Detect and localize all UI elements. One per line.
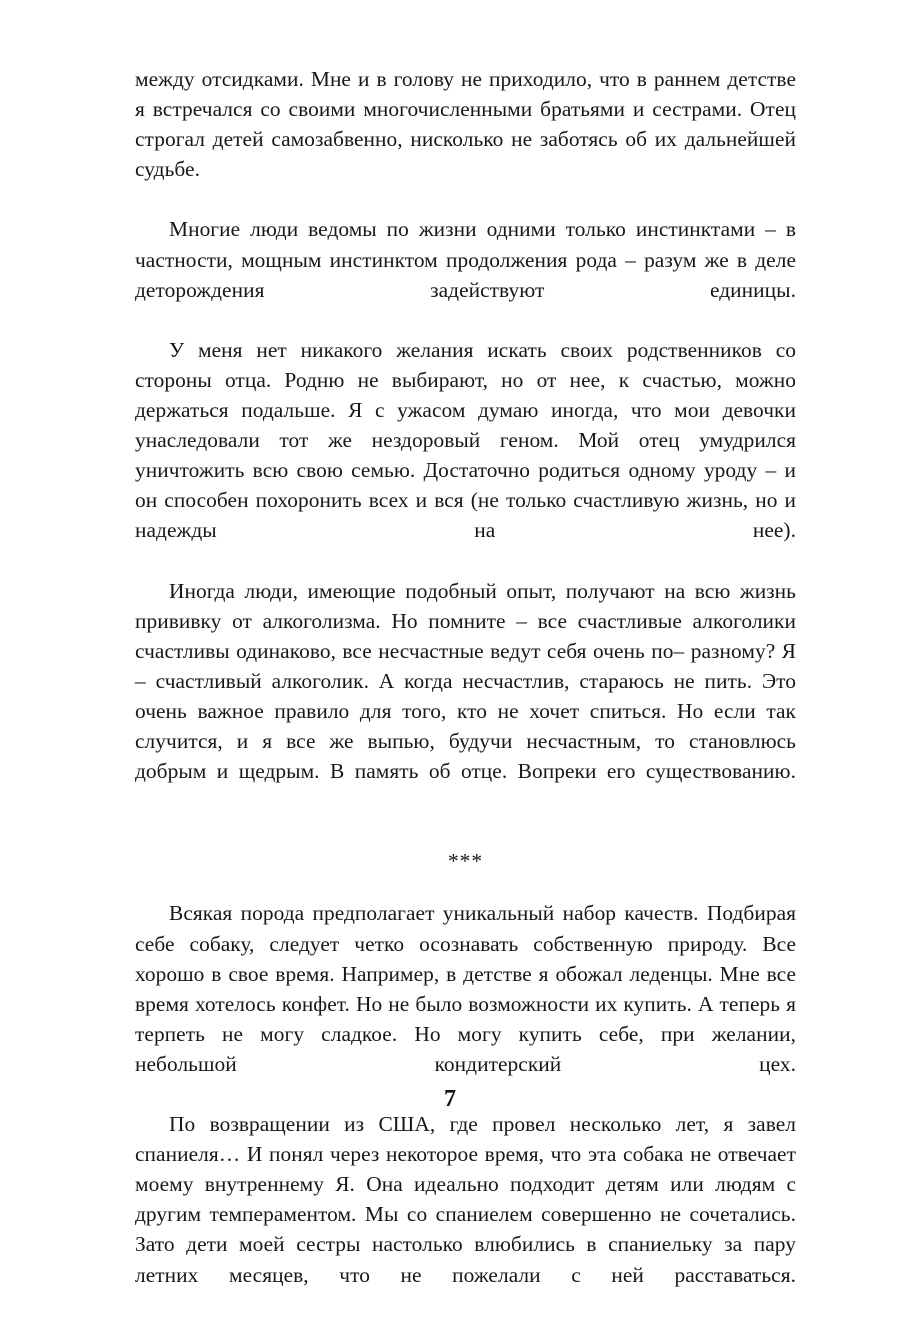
text-column [135, 64, 796, 1320]
body-paragraph: У меня нет никакого желания искать своих родственников со стороны отца. Родню не выбирают, но от нее, к счастью, можно держаться подальше. Я с ужасом думаю иногда, что мои девочки унаследовали тот же нездоровый геном. Мой отец умудрился уничтожить всю свою семью. Достаточно родиться одному уроду – и он способен похоронить всех и вся (не только счастливую жизнь, но и надежды на нее). [135, 337, 796, 543]
spacer [135, 876, 796, 898]
spacer [135, 816, 796, 846]
body-paragraph: Иногда люди, имеющие подобный опыт, получают на всю жизнь прививку от алкоголизма. Но помните – все счастливые алкоголики счастливы одинаково, все несчастные ведут себя очень по– разному? Я – счастливый алкоголик. А когда несчастлив, стараюсь не пить. Это очень важное правило для того, кто не хочет спиться. Но если так случится, и я все же выпью, будучи несчастным, то становлюсь добрым и щедрым. В память об отце. Вопреки его существованию. [135, 578, 796, 784]
body-paragraph: По возвращении из США, где провел несколько лет, я завел спаниеля… И понял через некоторое время, что эта собака не отвечает моему внутреннему Я. Она идеально подходит детям или людям с другим темпераментом. Мы со спаниелем совершенно не сочетались. Зато дети моей сестры настолько влюбились в спаниельку за пару летних месяцев, что не пожелали с ней расставаться. [135, 1112, 796, 1287]
body-paragraph: Многие люди ведомы по жизни одними только инстинктами – в частности, мощным инстинктом продолжения рода – разум же в деле деторождения задействуют единицы. [135, 217, 796, 302]
body-paragraph: Всякая порода предполагает уникальный набор качеств. Подбирая себе собаку, следует четко осознавать собственную природу. Все хорошо в свое время. Например, в детстве я обожал леденцы. Мне все время хотелось конфет. Но не было возможности их купить. А теперь я терпеть не могу сладкое. Но могу купить себе, при желании, небольшой кондитерский цех. [135, 901, 796, 1076]
page-number: 7 [444, 1086, 456, 1112]
scene-break-separator: *** [447, 849, 484, 874]
body-paragraph: между отсидками. Мне и в голову не приходило, что в раннем детстве я встречался со своими многочисленными братьями и сестрами. Отец строгал детей самозабвенно, нисколько не заботясь об их дальнейшей судьбе. [135, 67, 796, 182]
